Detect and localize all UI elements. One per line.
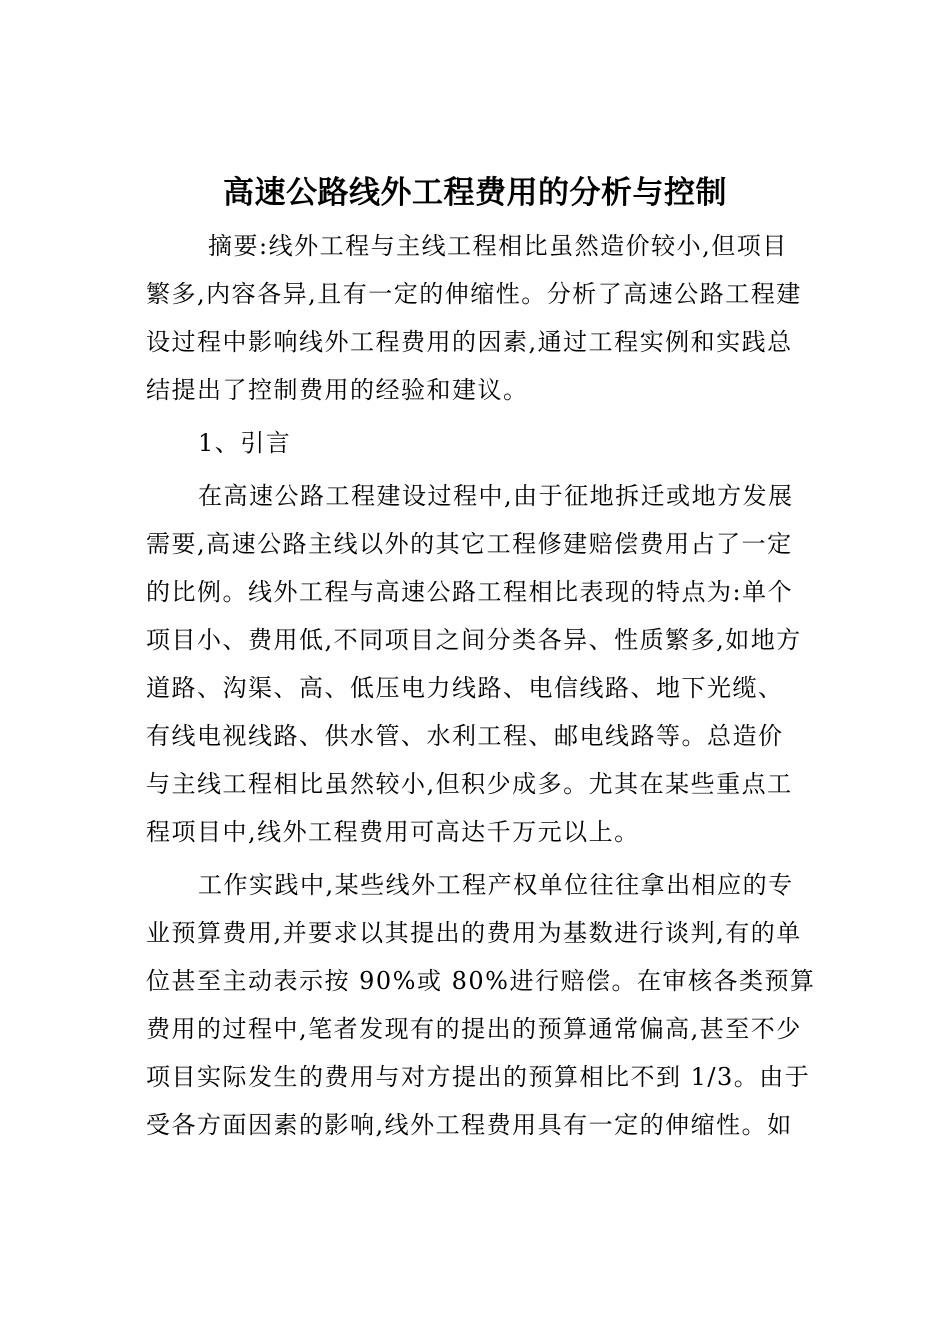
text-line: 摘要:线外工程与主线工程相比虽然造价较小,但项目: [208, 232, 788, 260]
text-line: 业预算费用,并要求以其提出的费用为基数进行谈判,有的单: [146, 919, 802, 947]
text-line: 的比例。线外工程与高速公路工程相比表现的特点为:单个: [146, 578, 794, 606]
abstract-paragraph: [146, 222, 806, 414]
text-line: 结提出了控制费用的经验和建议。: [146, 376, 529, 404]
section-heading: [146, 419, 806, 467]
text-line: 受各方面因素的影响,线外工程费用具有一定的伸缩性。如: [146, 1111, 793, 1139]
text-line: 位甚至主动表示按 90%或 80%进行赔偿。在审核各类预算: [146, 967, 816, 995]
text-line: 需要,高速公路主线以外的其它工程修建赔偿费用占了一定: [146, 530, 793, 558]
text-line: 工作实践中,某些线外工程产权单位往往拿出相应的专: [198, 871, 794, 899]
text-line: 繁多,内容各异,且有一定的伸缩性。分析了高速公路工程建: [146, 280, 802, 308]
text-line: 道路、沟渠、高、低压电力线路、电信线路、地下光缆、: [146, 674, 784, 702]
text-line: 程项目中,线外工程费用可高达千万元以上。: [146, 818, 640, 846]
text-line: 设过程中影响线外工程费用的因素,通过工程实例和实践总: [146, 328, 793, 356]
text-line: 有线电视线路、供水管、水利工程、邮电线路等。总造价: [146, 722, 784, 750]
text-line: 项目小、费用低,不同项目之间分类各异、性质繁多,如地方: [146, 626, 802, 654]
body-paragraph-1: [146, 472, 806, 856]
section-heading-text: 1、引言: [198, 429, 292, 457]
document-body: [146, 222, 816, 1149]
text-line: 项目实际发生的费用与对方提出的预算相比不到 1/3。由于: [146, 1063, 811, 1091]
document-title: 高速公路线外工程费用的分析与控制: [223, 175, 727, 211]
text-line: 费用的过程中,笔者发现有的提出的预算通常偏高,甚至不少: [146, 1015, 802, 1043]
body-paragraph-2: [146, 861, 816, 1149]
text-line: 在高速公路工程建设过程中,由于征地拆迁或地方发展: [198, 482, 794, 510]
text-line: 与主线工程相比虽然较小,但积少成多。尤其在某些重点工: [146, 770, 793, 798]
